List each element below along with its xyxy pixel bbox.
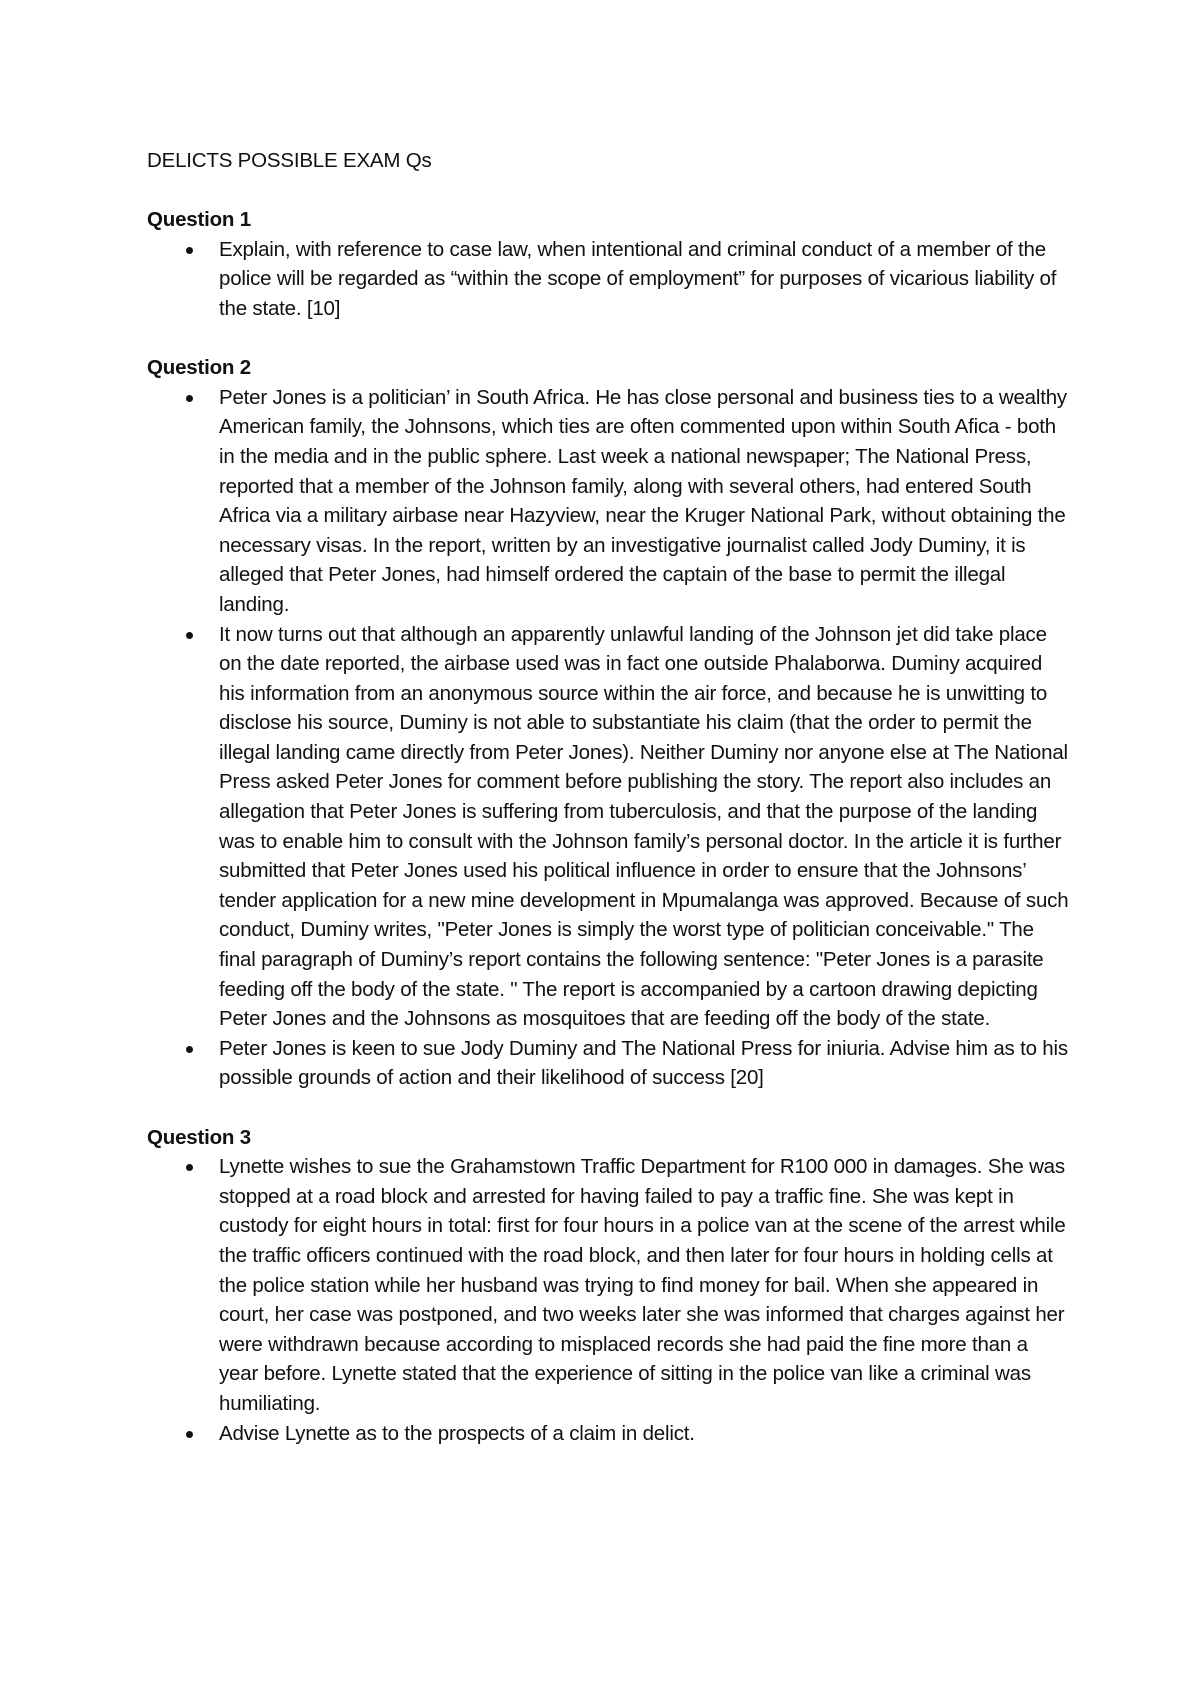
list-item-text: Peter Jones is a politician’ in South Africa. He has close personal and business ties to a wealthy American family, the Johnsons, which ties are often commented upon within South Afica - both in the media and in the public sphere. Last week a national newspaper; The National Press, reported that a member of the Johnson family, along with several others, had entered South Africa via a military airbase near Hazyview, near the Kruger National Park, without obtaining the necessary visas. In the report, written by an investigative journalist called Jody Duminy, it is alleged that Peter Jones, had himself ordered the captain of the base to permit the illegal landing. [219, 385, 1067, 616]
bullet-list [147, 235, 1072, 324]
list-item [147, 1152, 1072, 1418]
list-item-text: It now turns out that although an apparently unlawful landing of the Johnson jet did take place on the date reported, the airbase used was in fact one outside Phalaborwa. Duminy acquired his information from an anonymous source within the air force, and because he is unwitting to disclose his source, Duminy is not able to substantiate his claim (that the order to permit the illegal landing came directly from Peter Jones). Neither Duminy nor anyone else at The National Press asked Peter Jones for comment before publishing the story. The report also includes an allegation that Peter Jones is suffering from tuberculosis, and that the purpose of the landing was to enable him to consult with the Johnson family’s personal doctor. In the article it is further submitted that Peter Jones used his political influence in order to ensure that the Johnsons’ tender application for a new mine development in Mpumalanga was approved. Because of such conduct, Duminy writes, "Peter Jones is simply the worst type of politician conceivable." The final paragraph of Duminy’s report contains the following sentence: "Peter Jones is a parasite feeding off the body of the state. " The report is accompanied by a cartoon drawing depicting Peter Jones and the Johnsons as mosquitoes that are feeding off the body of the state. [219, 622, 1069, 1031]
document-body [147, 146, 1072, 1478]
bullet-list [147, 383, 1072, 1093]
list-item [147, 383, 1072, 620]
list-item [147, 235, 1072, 324]
list-item-text: Explain, with reference to case law, when intentional and criminal conduct of a member of the police will be regarded as “within the scope of employment” for purposes of vicarious liability of the state. [10] [219, 237, 1057, 320]
list-item [147, 1419, 1072, 1449]
bullet-icon [186, 1046, 193, 1053]
question-heading: Question 1 [147, 208, 251, 232]
bullet-list [147, 1152, 1072, 1448]
bullet-icon [186, 632, 193, 639]
list-item [147, 1034, 1072, 1093]
bullet-icon [186, 1164, 193, 1171]
list-item-text: Peter Jones is keen to sue Jody Duminy and The National Press for iniuria. Advise him as to his possible grounds of action and their likelihood of success [20] [219, 1036, 1068, 1090]
question-heading: Question 2 [147, 356, 251, 380]
document-title: DELICTS POSSIBLE EXAM Qs [147, 149, 432, 172]
list-item-text: Lynette wishes to sue the Grahamstown Traffic Department for R100 000 in damages. She was stopped at a road block and arrested for having failed to pay a traffic fine. She was kept in custody for eight hours in total: first for four hours in a police van at the scene of the arrest while the traffic officers continued with the road block, and then later for four hours in holding cells at the police station while her husband was trying to find money for bail. When she appeared in court, her case was postponed, and two weeks later she was informed that charges against her were withdrawn because according to misplaced records she had paid the fine more than a year before. Lynette stated that the experience of sitting in the police van like a criminal was humiliating. [219, 1155, 1066, 1415]
bullet-icon [186, 395, 193, 402]
bullet-icon [186, 1431, 193, 1438]
question-3 [147, 1123, 1072, 1449]
question-heading: Question 3 [147, 1125, 251, 1149]
bullet-icon [186, 247, 193, 254]
question-2 [147, 353, 1072, 1093]
question-1 [147, 205, 1072, 323]
list-item-text: Advise Lynette as to the prospects of a claim in delict. [219, 1421, 695, 1445]
list-item [147, 620, 1072, 1034]
